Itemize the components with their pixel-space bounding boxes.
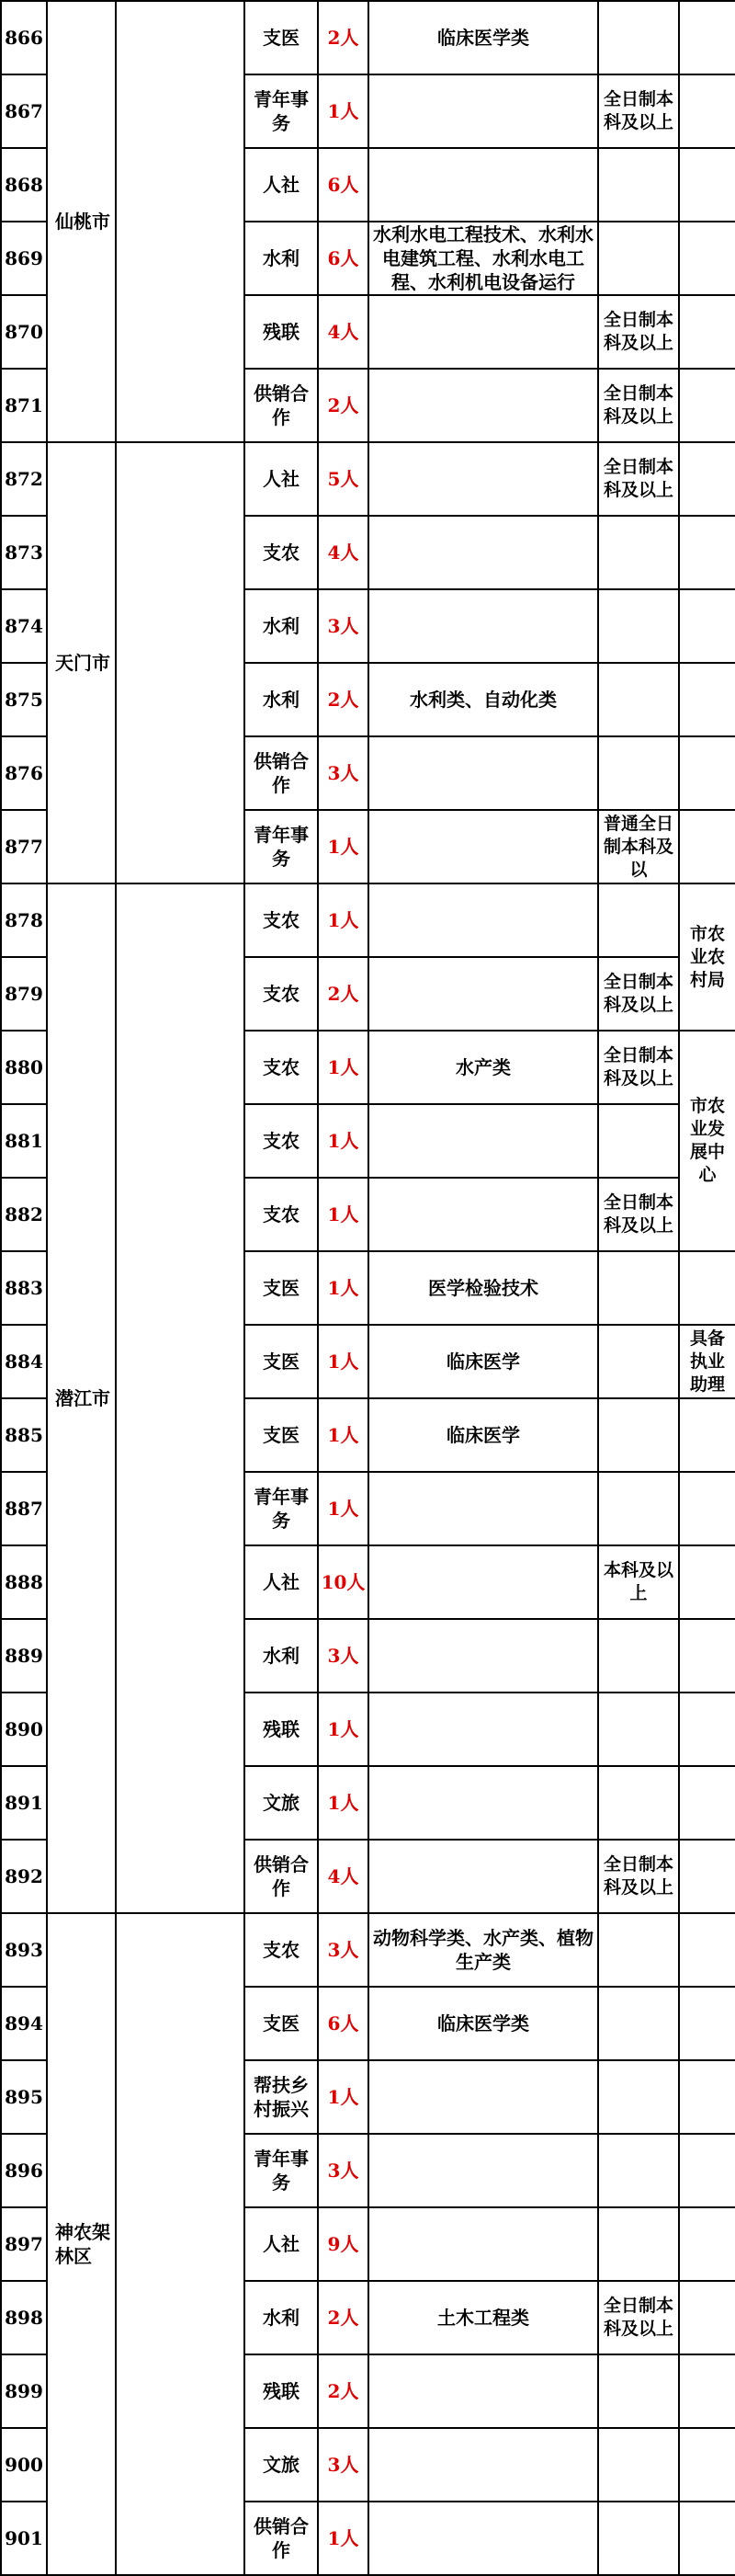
major-cell [368, 883, 598, 957]
major-cell [368, 736, 598, 810]
note-cell [679, 1545, 735, 1619]
row-number-cell: 869 [1, 222, 47, 295]
field-cell: 人社 [244, 1545, 318, 1619]
note-cell [679, 1913, 735, 1987]
note-cell [679, 295, 735, 369]
note-cell [679, 516, 735, 589]
empty-merged-cell [116, 1, 244, 442]
education-cell [598, 1325, 679, 1398]
row-number-cell: 868 [1, 148, 47, 222]
count-cell: 2人 [318, 2354, 368, 2428]
row-number-cell: 873 [1, 516, 47, 589]
major-cell [368, 1104, 598, 1178]
field-cell: 青年事务 [244, 2134, 318, 2207]
row-number-cell: 881 [1, 1104, 47, 1178]
row-number-cell: 901 [1, 2502, 47, 2575]
note-cell [679, 1840, 735, 1913]
major-cell: 动物科学类、水产类、植物生产类 [368, 1913, 598, 1987]
row-number-cell: 887 [1, 1472, 47, 1545]
major-cell: 水产类 [368, 1031, 598, 1104]
education-cell [598, 2060, 679, 2134]
row-number-cell: 895 [1, 2060, 47, 2134]
count-cell: 1人 [318, 1325, 368, 1398]
education-cell [598, 2502, 679, 2575]
note-cell [679, 589, 735, 663]
note-cell [679, 2060, 735, 2134]
row-number-cell: 891 [1, 1766, 47, 1840]
count-cell: 1人 [318, 2060, 368, 2134]
education-cell [598, 883, 679, 957]
field-cell: 水利 [244, 1619, 318, 1693]
education-cell: 全日制本科及以上 [598, 295, 679, 369]
field-cell: 青年事务 [244, 1472, 318, 1545]
field-cell: 供销合作 [244, 736, 318, 810]
table-row [1, 1, 735, 74]
major-cell [368, 442, 598, 516]
field-cell: 水利 [244, 663, 318, 736]
row-number-cell: 894 [1, 1987, 47, 2060]
field-cell: 支医 [244, 1398, 318, 1472]
field-cell: 水利 [244, 589, 318, 663]
major-cell [368, 1693, 598, 1766]
count-cell: 1人 [318, 1693, 368, 1766]
field-cell: 支农 [244, 1031, 318, 1104]
education-cell [598, 1472, 679, 1545]
field-cell: 帮扶乡村振兴 [244, 2060, 318, 2134]
note-cell [679, 74, 735, 148]
count-cell: 1人 [318, 2502, 368, 2575]
major-cell [368, 957, 598, 1031]
field-cell: 人社 [244, 148, 318, 222]
row-number-cell: 867 [1, 74, 47, 148]
education-cell: 普通全日制本科及以 [598, 810, 679, 883]
note-cell [679, 736, 735, 810]
count-cell: 2人 [318, 957, 368, 1031]
count-cell: 5人 [318, 442, 368, 516]
count-cell: 3人 [318, 589, 368, 663]
field-cell: 供销合作 [244, 2502, 318, 2575]
count-cell: 4人 [318, 295, 368, 369]
education-cell [598, 736, 679, 810]
table-body [1, 1, 735, 2575]
note-merged-cell: 市农业发展中心 [679, 1031, 735, 1251]
count-cell: 6人 [318, 1987, 368, 2060]
note-cell [679, 810, 735, 883]
major-cell [368, 295, 598, 369]
field-cell: 支农 [244, 516, 318, 589]
major-cell: 土木工程类 [368, 2281, 598, 2354]
field-cell: 青年事务 [244, 810, 318, 883]
major-cell: 医学检验技术 [368, 1251, 598, 1325]
count-cell: 1人 [318, 1398, 368, 1472]
field-cell: 残联 [244, 295, 318, 369]
field-cell: 支农 [244, 1178, 318, 1251]
row-number-cell: 897 [1, 2207, 47, 2281]
row-number-cell: 899 [1, 2354, 47, 2428]
note-cell [679, 1, 735, 74]
note-cell [679, 222, 735, 295]
note-cell [679, 2134, 735, 2207]
note-cell: 具备执业助理 [679, 1325, 735, 1398]
row-number-cell: 880 [1, 1031, 47, 1104]
major-cell: 临床医学类 [368, 1, 598, 74]
education-cell [598, 1913, 679, 1987]
major-cell [368, 2207, 598, 2281]
field-cell: 支医 [244, 1251, 318, 1325]
education-cell: 全日制本科及以上 [598, 1840, 679, 1913]
count-cell: 6人 [318, 148, 368, 222]
row-number-cell: 896 [1, 2134, 47, 2207]
major-cell [368, 516, 598, 589]
row-number-cell: 872 [1, 442, 47, 516]
count-cell: 1人 [318, 1104, 368, 1178]
note-cell [679, 1693, 735, 1766]
major-cell: 临床医学类 [368, 1987, 598, 2060]
table-row [1, 883, 735, 957]
major-cell [368, 2060, 598, 2134]
major-cell [368, 1178, 598, 1251]
city-cell: 潜江市 [47, 883, 116, 1913]
major-cell [368, 1840, 598, 1913]
education-cell [598, 222, 679, 295]
city-cell: 仙桃市 [47, 1, 116, 442]
note-cell [679, 1251, 735, 1325]
empty-merged-cell [116, 442, 244, 883]
education-cell [598, 1987, 679, 2060]
row-number-cell: 879 [1, 957, 47, 1031]
education-cell [598, 589, 679, 663]
education-cell: 全日制本科及以上 [598, 957, 679, 1031]
education-cell [598, 2207, 679, 2281]
note-cell [679, 2281, 735, 2354]
major-cell [368, 2502, 598, 2575]
row-number-cell: 871 [1, 369, 47, 442]
education-cell [598, 1104, 679, 1178]
field-cell: 残联 [244, 2354, 318, 2428]
row-number-cell: 877 [1, 810, 47, 883]
row-number-cell: 898 [1, 2281, 47, 2354]
row-number-cell: 888 [1, 1545, 47, 1619]
count-cell: 10人 [318, 1545, 368, 1619]
major-cell [368, 2354, 598, 2428]
major-cell [368, 74, 598, 148]
major-cell [368, 1766, 598, 1840]
note-cell [679, 1766, 735, 1840]
note-cell [679, 663, 735, 736]
field-cell: 供销合作 [244, 1840, 318, 1913]
major-cell [368, 148, 598, 222]
count-cell: 1人 [318, 1178, 368, 1251]
education-cell: 全日制本科及以上 [598, 2281, 679, 2354]
city-cell: 神农架林区 [47, 1913, 116, 2575]
major-cell [368, 1545, 598, 1619]
field-cell: 人社 [244, 442, 318, 516]
count-cell: 1人 [318, 883, 368, 957]
row-number-cell: 876 [1, 736, 47, 810]
count-cell: 2人 [318, 663, 368, 736]
education-cell: 本科及以上 [598, 1545, 679, 1619]
major-cell [368, 589, 598, 663]
field-cell: 支医 [244, 1325, 318, 1398]
major-cell [368, 1472, 598, 1545]
field-cell: 水利 [244, 222, 318, 295]
row-number-cell: 890 [1, 1693, 47, 1766]
field-cell: 供销合作 [244, 369, 318, 442]
note-cell [679, 1398, 735, 1472]
count-cell: 3人 [318, 1913, 368, 1987]
field-cell: 支农 [244, 957, 318, 1031]
row-number-cell: 866 [1, 1, 47, 74]
major-cell [368, 1619, 598, 1693]
note-cell [679, 2502, 735, 2575]
count-cell: 6人 [318, 222, 368, 295]
count-cell: 1人 [318, 1251, 368, 1325]
empty-merged-cell [116, 1913, 244, 2575]
count-cell: 3人 [318, 736, 368, 810]
field-cell: 支农 [244, 1913, 318, 1987]
row-number-cell: 875 [1, 663, 47, 736]
education-cell [598, 1251, 679, 1325]
field-cell: 支医 [244, 1987, 318, 2060]
education-cell [598, 2354, 679, 2428]
education-cell [598, 1693, 679, 1766]
education-cell: 全日制本科及以上 [598, 1031, 679, 1104]
count-cell: 3人 [318, 2134, 368, 2207]
education-cell [598, 148, 679, 222]
count-cell: 4人 [318, 516, 368, 589]
education-cell [598, 663, 679, 736]
count-cell: 9人 [318, 2207, 368, 2281]
row-number-cell: 878 [1, 883, 47, 957]
note-cell [679, 2428, 735, 2502]
row-number-cell: 883 [1, 1251, 47, 1325]
row-number-cell: 874 [1, 589, 47, 663]
major-cell [368, 2428, 598, 2502]
education-cell [598, 2134, 679, 2207]
field-cell: 支农 [244, 1104, 318, 1178]
count-cell: 3人 [318, 2428, 368, 2502]
count-cell: 2人 [318, 369, 368, 442]
row-number-cell: 885 [1, 1398, 47, 1472]
education-cell: 全日制本科及以上 [598, 1178, 679, 1251]
field-cell: 文旅 [244, 1766, 318, 1840]
count-cell: 3人 [318, 1619, 368, 1693]
count-cell: 1人 [318, 74, 368, 148]
row-number-cell: 870 [1, 295, 47, 369]
row-number-cell: 893 [1, 1913, 47, 1987]
major-cell: 临床医学 [368, 1398, 598, 1472]
count-cell: 4人 [318, 1840, 368, 1913]
major-cell: 水利类、自动化类 [368, 663, 598, 736]
education-cell: 全日制本科及以上 [598, 369, 679, 442]
major-cell: 水利水电工程技术、水利水电建筑工程、水利水电工程、水利机电设备运行 [368, 222, 598, 295]
education-cell [598, 1, 679, 74]
note-cell [679, 1987, 735, 2060]
row-number-cell: 892 [1, 1840, 47, 1913]
note-cell [679, 442, 735, 516]
table-row [1, 1913, 735, 1987]
major-cell: 临床医学 [368, 1325, 598, 1398]
field-cell: 文旅 [244, 2428, 318, 2502]
empty-merged-cell [116, 883, 244, 1913]
count-cell: 2人 [318, 1, 368, 74]
education-cell: 全日制本科及以上 [598, 74, 679, 148]
field-cell: 支医 [244, 1, 318, 74]
field-cell: 人社 [244, 2207, 318, 2281]
field-cell: 水利 [244, 2281, 318, 2354]
education-cell [598, 1766, 679, 1840]
note-cell [679, 148, 735, 222]
field-cell: 青年事务 [244, 74, 318, 148]
education-cell [598, 2428, 679, 2502]
field-cell: 残联 [244, 1693, 318, 1766]
note-cell [679, 2354, 735, 2428]
note-cell [679, 2207, 735, 2281]
row-number-cell: 882 [1, 1178, 47, 1251]
row-number-cell: 884 [1, 1325, 47, 1398]
count-cell: 1人 [318, 1472, 368, 1545]
table-row [1, 442, 735, 516]
count-cell: 1人 [318, 810, 368, 883]
count-cell: 1人 [318, 1766, 368, 1840]
major-cell [368, 369, 598, 442]
major-cell [368, 2134, 598, 2207]
education-cell [598, 1619, 679, 1693]
note-cell [679, 1472, 735, 1545]
city-cell: 天门市 [47, 442, 116, 883]
count-cell: 2人 [318, 2281, 368, 2354]
row-number-cell: 889 [1, 1619, 47, 1693]
note-merged-cell: 市农业农村局 [679, 883, 735, 1031]
education-cell: 全日制本科及以上 [598, 442, 679, 516]
count-cell: 1人 [318, 1031, 368, 1104]
education-cell [598, 1398, 679, 1472]
education-cell [598, 516, 679, 589]
note-cell [679, 1619, 735, 1693]
note-cell [679, 369, 735, 442]
major-cell [368, 810, 598, 883]
field-cell: 支农 [244, 883, 318, 957]
row-number-cell: 900 [1, 2428, 47, 2502]
